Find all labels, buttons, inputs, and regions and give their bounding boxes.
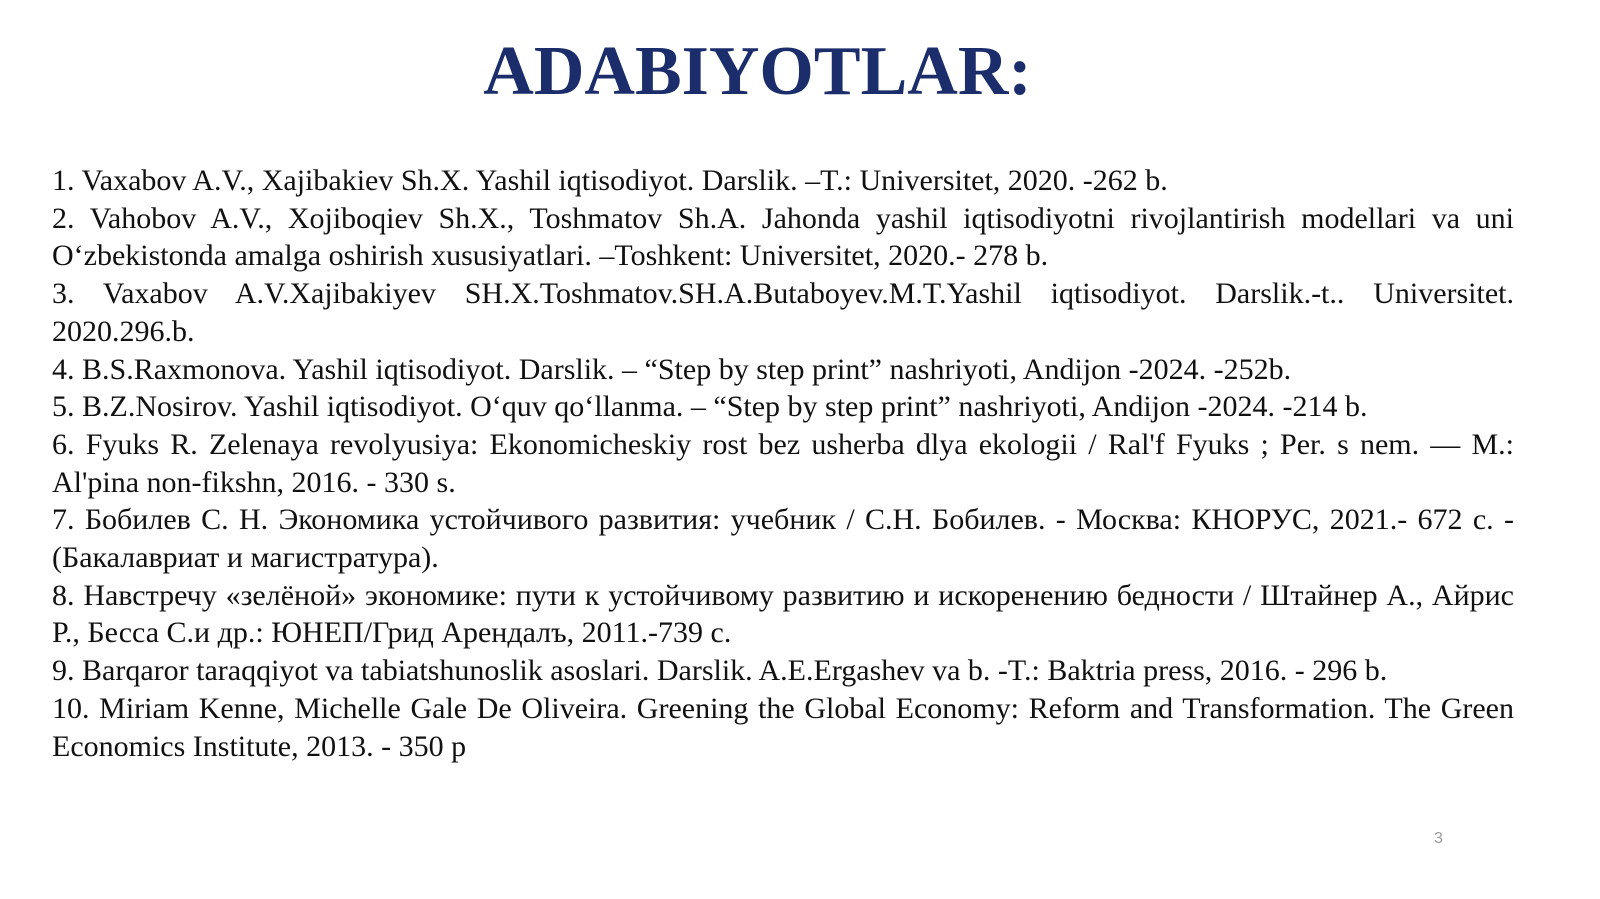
- reference-item-10: 10. Miriam Kenne, Michelle Gale De Oliveira. Greening the Global Economy: Reform and Transformation. The Green Economics Institute, 2013. - 350 p: [52, 691, 1514, 763]
- reference-item-3: 3. Vaxabov A.V.Xajibakiyev SH.X.Toshmatov.SH.A.Butaboyev.M.T.Yashil iqtisodiyot. Darslik.-t.. Universitet. 2020.296.b.: [52, 277, 1514, 348]
- page-number: 3: [1434, 830, 1443, 847]
- reference-item-9: 9. Barqaror taraqqiyot va tabiatshunoslik asoslari. Darslik. A.E.Ergashev va b. -T.: Baktria press, 2016. - 296 b.: [52, 654, 1388, 688]
- reference-list: [52, 162, 1514, 765]
- reference-item-7: 7. Бобилев С. Н. Экономика устойчивого развития: учебник / С.Н. Бобилев. - Москва: КНОРУС, 2021.- 672 с. - (Бакалавриат и магистратура).: [52, 503, 1514, 575]
- slide-title: ADABIYOTLAR:: [483, 33, 1032, 110]
- reference-item-5: 5. B.Z.Nosirov. Yashil iqtisodiyot. O‘quv qo‘llanma. – “Step by step print” nashriyoti, Andijon -2024. -214 b.: [52, 390, 1368, 424]
- reference-item-4: 4. B.S.Raxmonova. Yashil iqtisodiyot. Darslik. – “Step by step print” nashriyoti, Andijon -2024. -252b.: [52, 352, 1292, 386]
- reference-item-6: 6. Fyuks R. Zelenaya revolyusiya: Ekonomicheskiy rost bez usherba dlya ekologii / Ral'f Fyuks ; Per. s nem. — M.: Al'pina non-fikshn, 2016. - 330 s.: [52, 427, 1514, 499]
- reference-item-2: 2. Vahobov A.V., Xojiboqiev Sh.X., Toshmatov Sh.A. Jahonda yashil iqtisodiyotni rivojlantirish modellari va uni O‘zbekistonda amalga oshirish xususiyatlari. –Toshkent: Universitet, 2020.- 278 b.: [52, 201, 1514, 273]
- reference-item-8: 8. Навстречу «зелёной» экономике: пути к устойчивому развитию и искоренению бедности / Штайнер А., Айрис Р., Бесса С.и др.: ЮНЕП/Грид Арендалъ, 2011.-739 с.: [52, 578, 1514, 650]
- reference-item-1: 1. Vaxabov A.V., Xajibakiev Sh.X. Yashil iqtisodiyot. Darslik. –T.: Universitet, 2020. -262 b.: [52, 164, 1168, 197]
